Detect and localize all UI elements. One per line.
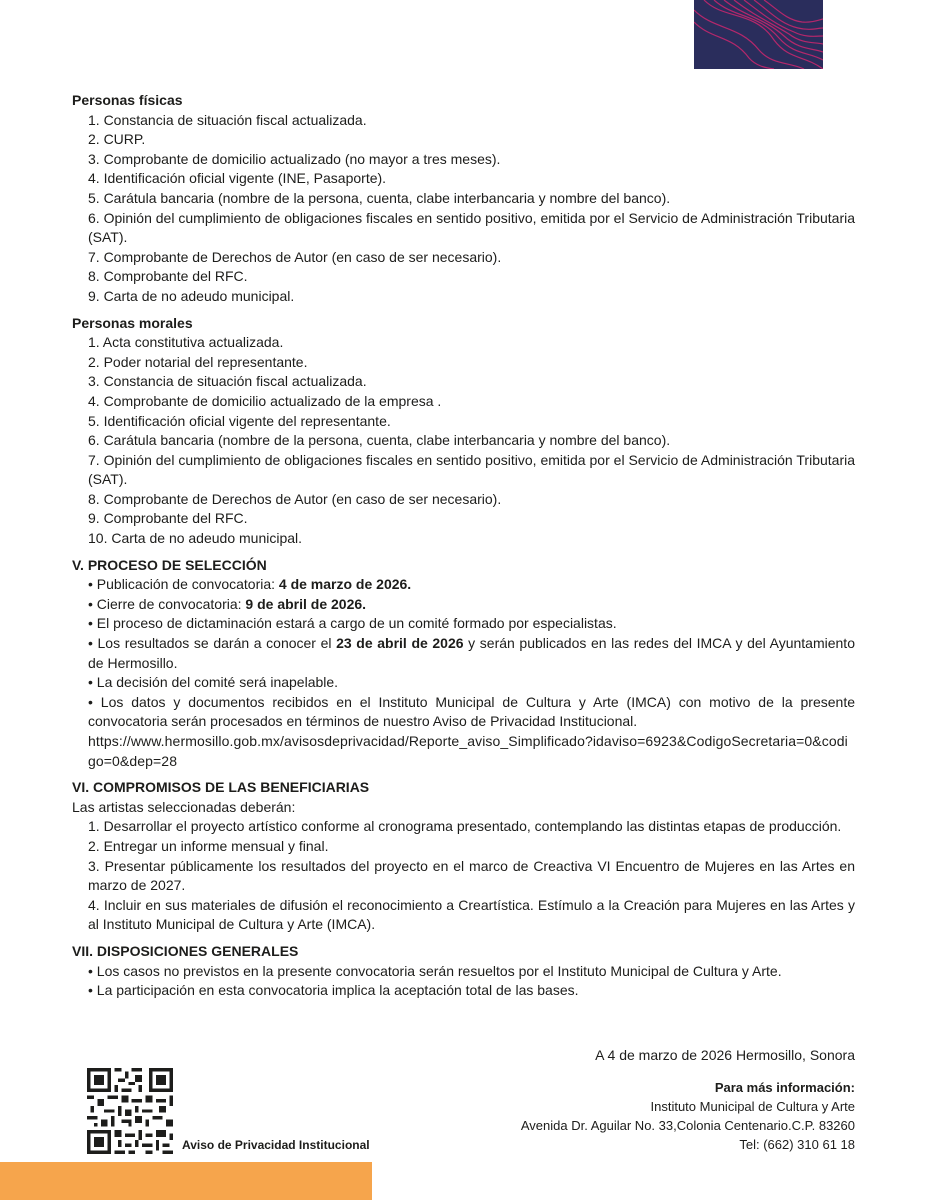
list-item: 4. Comprobante de domicilio actualizado de la empresa .	[88, 392, 442, 409]
publicacion-date: 4 de marzo de 2026.	[278, 576, 412, 593]
document-body	[72, 91, 855, 1001]
phone-line: Tel: (662) 310 61 18	[739, 1137, 855, 1152]
compromisos-intro: Las artistas seleccionadas deberán:	[72, 798, 296, 815]
datos-item: • Los datos y documentos recibidos en el Instituto Municipal de Cultura y Arte (IMCA) con motivo de la presente convocatoria serán procesados en términos de nuestro Aviso de Privacidad Institucional.	[88, 693, 855, 730]
resultados-item	[72, 634, 855, 673]
list-item: • Los casos no previstos en la presente convocatoria serán resueltos por el Instituto Municipal de Cultura y Arte.	[88, 962, 782, 979]
publicacion-item	[72, 575, 855, 595]
institution-name: Instituto Municipal de Cultura y Arte	[650, 1099, 855, 1114]
list-item: • La participación en esta convocatoria implica la aceptación total de las bases.	[88, 982, 579, 999]
decision-item: • La decisión del comité será inapelable.	[88, 674, 339, 691]
personas-fisicas-heading: Personas físicas	[72, 92, 183, 108]
disposiciones-heading: VII. DISPOSICIONES GENERALES	[72, 942, 299, 959]
list-item: 5. Carátula bancaria (nombre de la persona, cuenta, clabe interbancaria y nombre del banco).	[88, 189, 671, 206]
personas-morales-heading: Personas morales	[72, 314, 193, 331]
list-item: 6. Opinión del cumplimiento de obligaciones fiscales en sentido positivo, emitida por el Servicio de Administración Tributaria (SAT).	[88, 209, 855, 246]
cierre-date: 9 de abril de 2026.	[245, 595, 367, 612]
disposiciones-section	[72, 942, 855, 1001]
privacy-notice-link[interactable]: https://www.hermosillo.gob.mx/avisosdeprivacidad/Reporte_aviso_Simplificado?idaviso=6923&CodigoSecretaria=0&codigo=0&dep=28	[88, 733, 848, 769]
list-item: 2. Entregar un informe mensual y final.	[88, 837, 329, 854]
qr-code-icon[interactable]	[87, 1068, 173, 1154]
list-item: 5. Identificación oficial vigente del representante.	[88, 412, 391, 429]
proceso-seleccion-heading: V. PROCESO DE SELECCIÓN	[72, 556, 267, 573]
address-line: Avenida Dr. Aguilar No. 33,Colonia Centenario.C.P. 83260	[520, 1118, 855, 1133]
list-item: 9. Comprobante del RFC.	[88, 510, 248, 527]
list-item: 9. Carta de no adeudo municipal.	[88, 287, 295, 304]
list-item: 3. Comprobante de domicilio actualizado (no mayor a tres meses).	[88, 150, 501, 167]
qr-caption: Aviso de Privacidad Institucional	[182, 1138, 370, 1152]
list-item: 3. Constancia de situación fiscal actualizada.	[88, 373, 367, 390]
cierre-item	[72, 595, 855, 615]
contact-info-block	[521, 1078, 855, 1154]
resultados-text-pre: • Los resultados se darán a conocer el	[88, 635, 337, 652]
footer-color-bar	[0, 1162, 372, 1200]
resultados-date: 23 de abril de 2026	[336, 635, 464, 652]
proceso-seleccion-section	[72, 556, 855, 772]
list-item: 3. Presentar públicamente los resultados del proyecto en el marco de Creactiva VI Encuentro de Mujeres en las Artes en marzo de 2027.	[88, 857, 855, 894]
cierre-label: • Cierre de convocatoria:	[88, 595, 246, 612]
list-item: 4. Incluir en sus materiales de difusión el reconocimiento a Creartística. Estímulo a la Creación para Mujeres en las Artes y al Instituto Municipal de Cultura y Arte (IMCA).	[88, 896, 855, 933]
list-item: 7. Comprobante de Derechos de Autor (en caso de ser necesario).	[88, 248, 502, 265]
list-item: 2. CURP.	[88, 131, 146, 148]
corner-decorative-art	[694, 0, 823, 69]
list-item: 7. Opinión del cumplimiento de obligaciones fiscales en sentido positivo, emitida por el Servicio de Administración Tributaria (SAT).	[88, 451, 855, 488]
dictaminacion-item: • El proceso de dictaminación estará a cargo de un comité formado por especialistas.	[88, 615, 617, 632]
list-item: 2. Poder notarial del representante.	[88, 353, 308, 370]
info-title: Para más información:	[714, 1080, 855, 1095]
list-item: 4. Identificación oficial vigente (INE, Pasaporte).	[88, 170, 387, 187]
list-item: 1. Constancia de situación fiscal actualizada.	[88, 111, 367, 128]
list-item: 10. Carta de no adeudo municipal.	[88, 530, 303, 547]
compromisos-section	[72, 778, 855, 935]
date-place-line: A 4 de marzo de 2026 Hermosillo, Sonora	[595, 1047, 855, 1063]
list-item: 8. Comprobante del RFC.	[88, 268, 248, 285]
publicacion-label: • Publicación de convocatoria:	[88, 576, 279, 593]
personas-morales-section	[72, 314, 855, 549]
compromisos-heading: VI. COMPROMISOS DE LAS BENEFICIARIAS	[72, 779, 370, 796]
list-item: 6. Carátula bancaria (nombre de la persona, cuenta, clabe interbancaria y nombre del banco).	[88, 432, 671, 449]
wave-lines-graphic	[694, 0, 823, 69]
personas-fisicas-section	[72, 91, 855, 307]
resultados-text-post: y serán publicados en las redes del IMCA y del Ayuntamiento de Hermosillo.	[88, 635, 855, 671]
list-item: 8. Comprobante de Derechos de Autor (en caso de ser necesario).	[88, 490, 502, 507]
list-item: 1. Desarrollar el proyecto artístico conforme al cronograma presentado, contemplando las distintas etapas de producción.	[88, 818, 842, 835]
list-item: 1. Acta constitutiva actualizada.	[88, 334, 284, 351]
